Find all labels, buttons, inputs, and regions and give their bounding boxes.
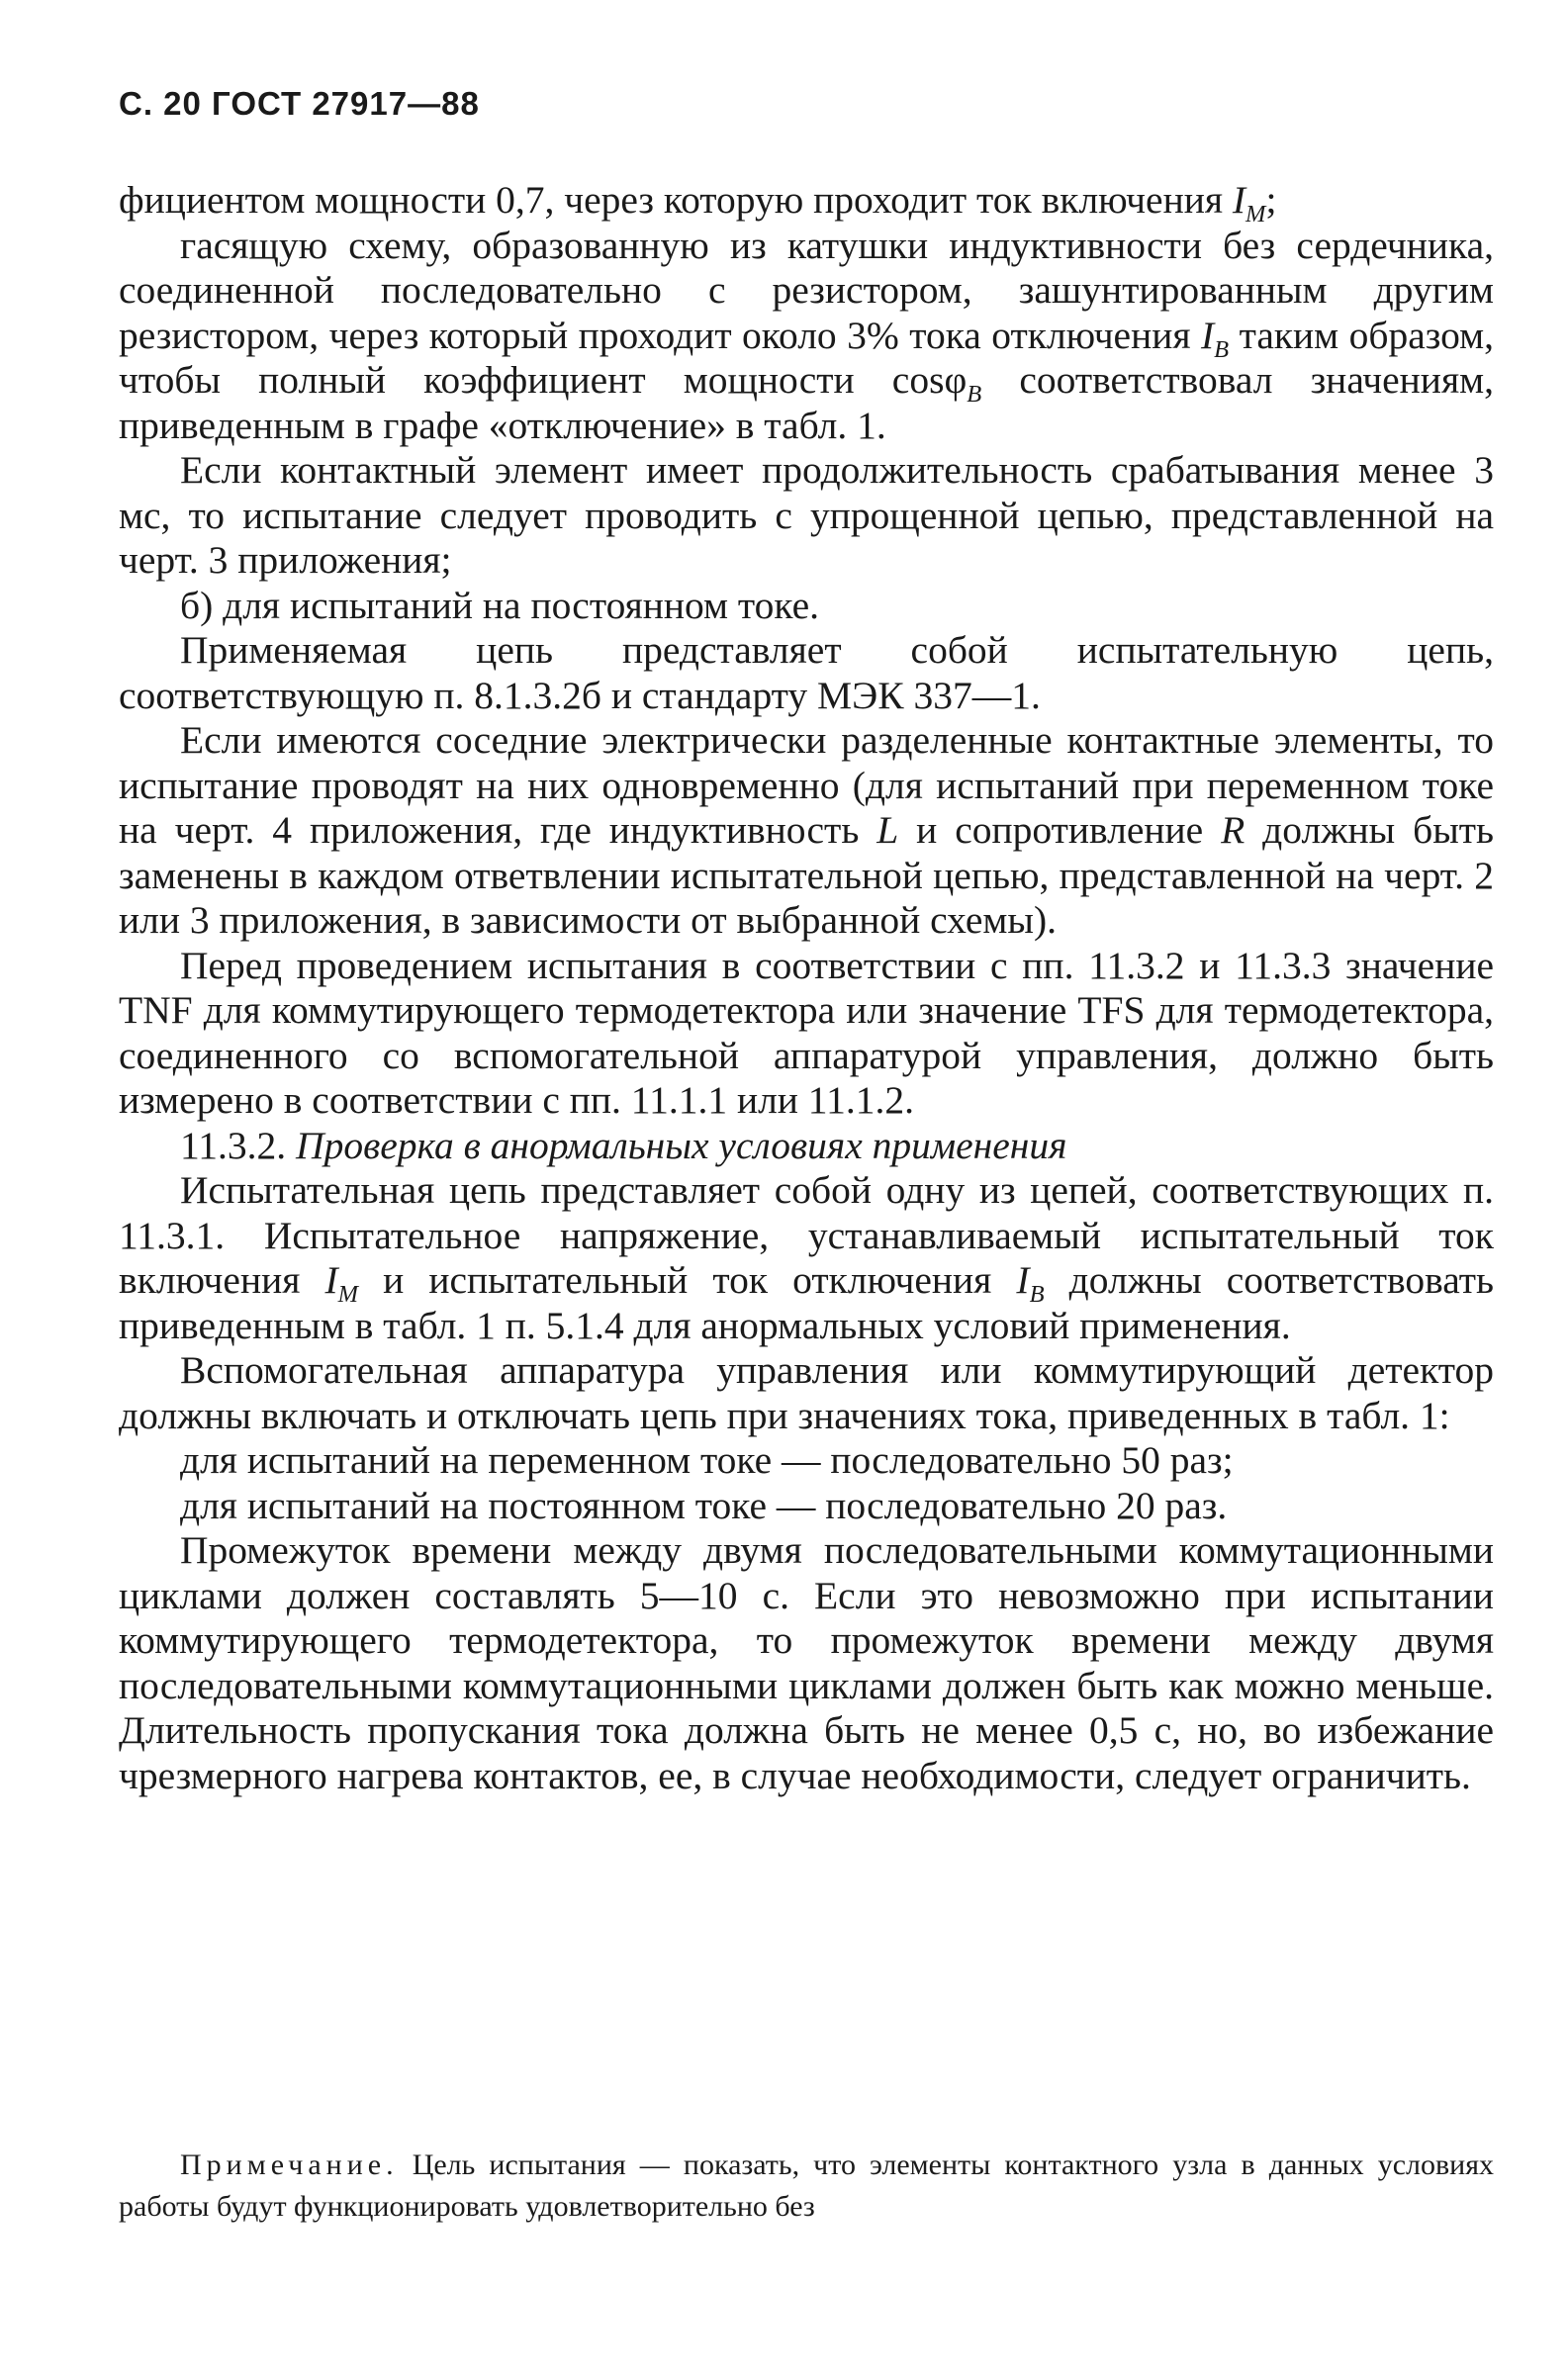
- note-text: Цель испытания — показать, что элементы контактного узла в данных условиях работы будут функционировать удовлетворительно без: [119, 2148, 1494, 2223]
- paragraph-4: б) для испытаний на постоянном токе.: [180, 583, 820, 627]
- paragraph-12: для испытаний на постоянном токе — последовательно 20 раз.: [180, 1483, 1228, 1527]
- body-text: [119, 178, 1494, 1798]
- paragraph-11: для испытаний на переменном токе — последовательно 50 раз;: [180, 1438, 1234, 1482]
- paragraph-10: Вспомогательная аппаратура управления или коммутирующий детектор должны включать и отключать цепь при значениях тока, приведенных в табл. 1:: [119, 1348, 1494, 1437]
- paragraph-3: Если контактный элемент имеет продолжительность срабатывания менее 3 мс, то испытание следует проводить с упрощенной цепью, представленной на черт. 3 приложения;: [119, 448, 1494, 582]
- paragraph-2: гасящую схему, образованную из катушки индуктивности без сердечника, соединенной последовательно с резистором, зашунтированным другим резистором, через который проходит около 3% тока отключения $I_B$ таким образом, чтобы полный коэффициент мощности cosφ$_B$ соответствовал значениям, приведенным в графе «отключение» в табл. 1.: [119, 223, 1494, 447]
- paragraph-7: Перед проведением испытания в соответствии с пп. 11.3.2 и 11.3.3 значение TNF для коммутирующего термодетектора или значение TFS для термодетектора, соединенного со вспомогательной аппаратурой управления, должно быть измерено в соответствии с пп. 11.1.1 или 11.1.2.: [119, 943, 1494, 1122]
- paragraph-5: Применяемая цепь представляет собой испытательную цепь, соответствующую п. 8.1.3.2б и стандарту МЭК 337—1.: [119, 628, 1494, 717]
- note: [119, 2145, 1494, 2228]
- paragraph-6: Если имеются соседние электрически разделенные контактные элементы, то испытание проводят на них одновременно (для испытаний при переменном токе на черт. 4 приложения, где индуктивность L и сопротивление R должны быть заменены в каждом ответвлении испытательной цепью, представленной на черт. 2 или 3 приложения, в зависимости от выбранной схемы).: [119, 718, 1495, 942]
- paragraph-1: фициентом мощности 0,7, через которую проходит ток включения $I_M$;: [119, 178, 1277, 228]
- paragraph-13: Промежуток времени между двумя последовательными коммутационными циклами должен составлять 5—10 с. Если это невозможно при испытании коммутирующего термодетектора, то промежуток времени между двумя последовательными коммутационными циклами должен быть как можно меньше. Длительность пропускания тока должна быть не менее 0,5 с, но, во избежание чрезмерного нагрева контактов, ее, в случае необходимости, следует ограничить.: [119, 1528, 1494, 1797]
- page-header: С. 20 ГОСТ 27917—88: [119, 85, 480, 122]
- section-heading-11-3-2: 11.3.2. Проверка в анормальных условиях применения: [180, 1123, 1067, 1167]
- paragraph-9: Испытательная цепь представляет собой одну из цепей, соответствующих п. 11.3.1. Испытательное напряжение, устанавливаемый испытательный ток включения $I_M$ и испытательный ток отключения $I_B$ должны соответствовать приведенным в табл. 1 п. 5.1.4 для анормальных условий применения.: [119, 1168, 1495, 1347]
- note-label: Примечание.: [180, 2148, 399, 2181]
